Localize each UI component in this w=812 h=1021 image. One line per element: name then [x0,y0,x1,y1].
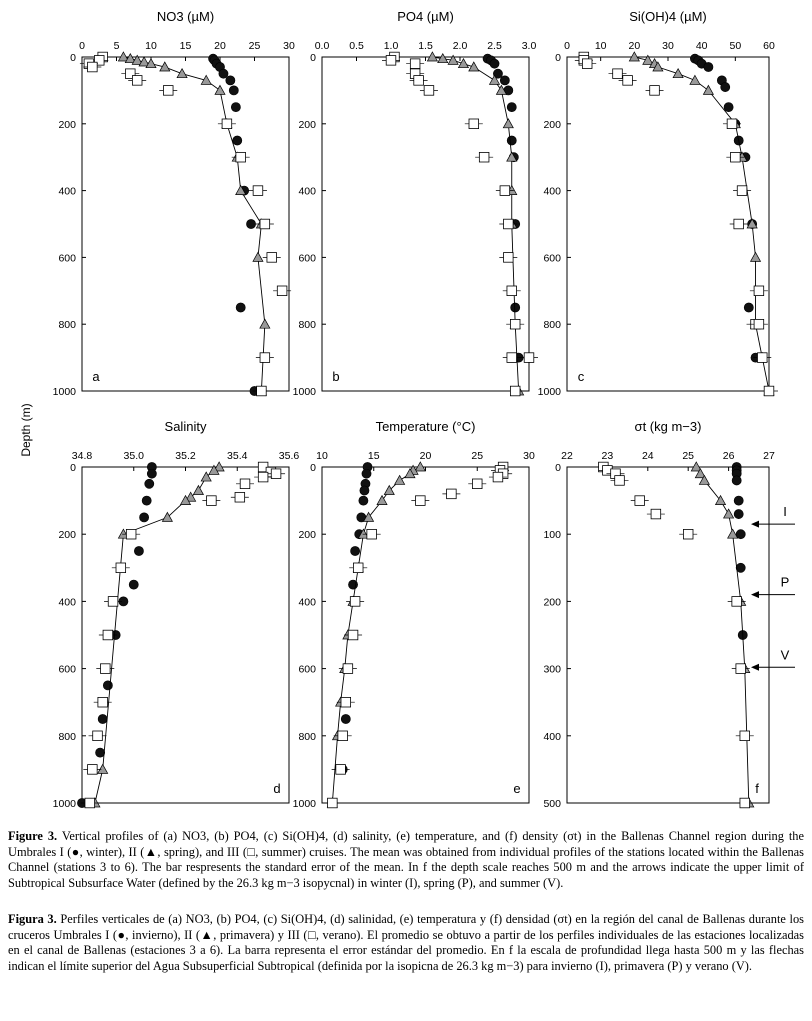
y-tick-label: 600 [58,663,76,676]
point-summer [271,469,281,479]
panel-title: Salinity [164,419,207,434]
plot-frame [322,57,529,391]
point-winter [96,748,105,757]
arrow-label-I: I [783,504,787,520]
point-summer [353,563,363,573]
point-summer [504,253,514,263]
point-winter [360,486,369,495]
point-summer [350,597,360,607]
point-summer [734,219,744,229]
point-winter [229,86,238,95]
point-summer [85,798,95,808]
point-summer [414,76,424,86]
point-summer [88,765,98,775]
point-summer [757,353,767,363]
point-summer [260,219,270,229]
point-summer [100,664,110,674]
x-tick-label: 30 [662,40,674,52]
y-tick-label: 0 [555,52,561,64]
point-winter [246,219,255,228]
panel-e [293,419,535,810]
point-spring [751,252,761,261]
point-winter [233,136,242,145]
panel-letter: f [755,781,759,796]
x-tick-label: 40 [695,40,708,52]
point-spring [673,69,683,78]
x-tick-label: 30 [283,40,295,52]
y-tick-label: 800 [58,730,76,743]
point-winter [103,681,112,690]
point-spring [703,85,713,94]
point-summer [613,69,623,79]
y-tick-label: 1000 [52,386,76,398]
x-tick-label: 50 [729,40,742,52]
x-tick-label: 34.8 [71,450,93,462]
point-winter [226,76,235,85]
y-tick-label: 600 [298,663,316,676]
x-tick-label: 2.0 [452,40,468,52]
panel-title: Temperature (°C) [375,419,476,434]
point-winter [140,513,149,522]
point-winter [507,103,516,112]
point-summer [222,119,232,129]
x-tick-label: 22 [561,450,573,462]
y-tick-label: 0 [310,52,316,64]
point-summer [98,697,108,707]
y-tick-label: 600 [298,252,316,265]
point-winter [134,546,143,555]
point-summer [235,492,245,502]
arrow-label-P: P [780,574,790,590]
point-summer [410,59,420,69]
point-summer [240,479,250,489]
point-summer [754,319,764,329]
point-spring [469,62,479,71]
y-tick-label: 800 [298,730,316,743]
point-summer [740,798,750,808]
panel-letter: b [332,369,340,384]
caption-spanish-text: Perfiles verticales de (a) NO3, (b) PO4, (c) Si(OH)4, (d) salinidad, (e) temperatura y (f) densidad (σt) en la región del canal de Ballenas durante los cruceros Umbrales I (●, invierno), II (▲, primavera) y III (□, verano). El promedio se obtuvo a partir de los perfiles individuales de las estaciones localizadas en el canal de Ballenas (estaciones 3 a 6). La barra representa el error estándar del promedio. En f la escala de profundidad llega hasta 500 m y las flechas indican el límite superior del Agua Subsuperficial Subtropical (definida por la isopicna de 26.3 kg m−3) para invierno (I), primavera (P) y verano (V). [8,912,805,973]
point-summer [754,286,764,296]
point-spring [98,764,108,773]
y-tick-label: 400 [58,596,76,609]
x-tick-label: 20 [419,450,432,462]
point-winter [724,103,733,112]
point-summer [493,472,503,482]
x-tick-label: 60 [763,40,775,52]
point-summer [510,319,520,329]
point-winter [490,59,499,68]
point-summer [764,386,774,396]
point-summer [510,386,520,396]
y-tick-label: 200 [58,118,76,131]
y-tick-label: 0 [555,462,561,474]
x-tick-label: 3.0 [521,40,537,52]
point-winter [142,496,151,505]
point-winter [341,714,350,723]
point-summer [338,731,348,741]
panel-c [538,9,778,398]
point-summer [650,86,660,96]
x-tick-label: 10 [316,450,328,462]
panel-d [53,419,300,810]
caption-spanish [8,912,804,974]
point-summer [116,563,126,573]
point-spring [253,252,263,261]
y-tick-label: 200 [298,118,316,131]
point-summer [253,186,263,196]
arrow-label-V: V [780,647,790,663]
panel-f [543,419,795,810]
y-tick-label: 200 [58,529,76,542]
y-tick-label: 1000 [52,798,76,810]
point-summer [635,496,645,506]
point-summer [126,529,136,539]
point-summer [424,86,434,96]
point-winter [744,303,753,312]
point-summer [524,353,534,363]
point-winter [507,136,516,145]
point-summer [582,59,592,69]
point-summer [277,286,287,296]
point-summer [737,186,747,196]
point-spring [177,69,187,78]
point-summer [341,697,351,707]
panel-b [293,9,538,398]
point-summer [651,509,661,519]
y-tick-label: 200 [543,118,561,131]
y-tick-label: 600 [58,252,76,265]
point-spring [690,75,700,84]
point-summer [267,253,277,263]
point-winter [359,496,368,505]
x-tick-label: 35.0 [123,450,144,462]
y-tick-label: 1000 [292,798,316,810]
point-summer [500,186,510,196]
point-summer [504,219,514,229]
x-tick-label: 1.5 [418,40,433,52]
point-summer [615,476,625,486]
point-spring [193,486,203,495]
point-winter [734,509,743,518]
point-summer [103,630,113,640]
x-tick-label: 2.5 [487,40,502,52]
point-spring [724,509,734,518]
x-tick-label: 15 [367,450,380,462]
arrow-head [751,591,759,598]
y-tick-label: 400 [543,185,561,198]
x-tick-label: 1.0 [383,40,399,52]
y-tick-label: 800 [543,319,561,332]
point-spring [377,496,387,505]
caption-english-label: Figure 3. [8,829,58,843]
panel-letter: e [513,781,521,796]
point-summer [507,286,517,296]
point-spring [201,75,211,84]
caption-spanish-label: Figura 3. [8,912,57,926]
x-tick-label: 15 [179,40,192,52]
caption-english [8,829,804,891]
point-winter [129,580,138,589]
point-summer [207,496,217,506]
y-tick-label: 600 [543,252,561,265]
x-tick-label: 20 [214,40,226,52]
point-winter [362,469,371,478]
point-winter [219,69,228,78]
x-tick-label: 10 [594,40,607,52]
point-spring [503,119,513,128]
point-winter [721,82,730,91]
y-axis-label: Depth (m) [19,403,33,457]
point-summer [257,386,267,396]
panel-title: PO4 (µM) [397,9,454,24]
y-tick-label: 800 [298,319,316,332]
y-tick-label: 200 [543,596,561,609]
point-winter [351,546,360,555]
point-winter [704,62,713,71]
point-summer [740,731,750,741]
point-summer [386,56,396,66]
point-summer [258,472,268,482]
x-tick-label: 0 [564,40,570,52]
y-tick-label: 0 [70,462,76,474]
x-tick-label: 23 [601,450,614,462]
point-summer [507,353,517,363]
point-summer [343,664,353,674]
x-tick-label: 30 [523,450,535,462]
panel-title: σt (kg m−3) [634,419,702,434]
point-winter [732,476,741,485]
y-tick-label: 400 [298,596,316,609]
point-summer [108,597,118,607]
y-tick-label: 400 [298,185,316,198]
point-summer [472,479,482,489]
point-winter [236,303,245,312]
point-summer [93,731,103,741]
caption-english-text: Vertical profiles of (a) NO3, (b) PO4, (c) Si(OH)4, (d) salinity, (e) temperature, and (f) density (σt) in the Ballenas Channel region during the Umbrales I (●, winter), II (▲, spring), and III (□, summer) cruises. The mean was obtained from individual profiles of the stations located within the Ballenas Channel (stations 3 to 6). The bar respresents the standard error of the mean. In f the depth scale reaches 500 m and the arrows indicate the upper limit of Subtropical Subsurface Water (defined by the 26.3 kg m−3 isopycnal) in winter (I), spring (P), and summer (V). [8,829,805,890]
arrow-head [751,664,759,671]
y-tick-label: 500 [543,798,561,810]
x-tick-label: 20 [628,40,641,52]
point-winter [734,496,743,505]
y-tick-label: 400 [58,185,76,198]
point-winter [511,303,520,312]
point-summer [328,798,338,808]
x-tick-label: 25 [248,40,261,52]
panel-title: NO3 (µM) [156,9,215,24]
x-tick-label: 35.2 [175,450,196,462]
y-tick-label: 300 [543,663,561,676]
point-spring [395,475,405,484]
panel-letter: a [92,369,100,384]
x-tick-label: 35.4 [227,450,248,462]
x-tick-label: 0.5 [349,40,364,52]
point-summer [163,86,173,96]
point-summer [623,76,633,86]
point-summer [683,529,693,539]
x-tick-label: 25 [682,450,695,462]
point-summer [731,152,741,162]
arrow-head [751,521,759,528]
y-tick-label: 200 [298,529,316,542]
point-summer [367,529,377,539]
x-tick-label: 10 [145,40,157,52]
point-summer [727,119,737,129]
point-summer [336,765,346,775]
y-tick-label: 0 [310,462,316,474]
point-summer [469,119,479,129]
x-tick-label: 27 [763,450,775,462]
y-tick-label: 0 [70,52,76,64]
y-tick-label: 1000 [292,386,316,398]
point-winter [147,469,156,478]
y-tick-label: 1000 [537,386,561,398]
point-summer [260,353,270,363]
y-tick-label: 100 [543,529,561,542]
point-summer [236,152,246,162]
point-summer [479,152,489,162]
point-summer [447,489,457,499]
point-spring [215,85,225,94]
point-winter [231,103,240,112]
panel-title: Si(OH)4 (µM) [629,9,707,24]
point-spring [260,319,270,328]
point-winter [500,76,509,85]
x-tick-label: 35.6 [278,450,300,462]
panel-letter: c [577,369,585,384]
x-tick-label: 25 [471,450,484,462]
point-winter [145,479,154,488]
x-tick-label: 5 [113,40,120,52]
point-summer [736,664,746,674]
panel-letter: d [273,781,281,796]
x-tick-label: 24 [641,450,654,462]
point-summer [88,62,98,72]
x-tick-label: 0 [79,40,85,52]
y-tick-label: 400 [543,730,561,743]
point-summer [348,630,358,640]
point-summer [732,597,742,607]
x-tick-label: 26 [722,450,735,462]
series-line-spring [123,57,264,391]
point-summer [132,76,142,86]
x-tick-label: 0.0 [314,40,330,52]
panel-a [53,9,295,398]
point-winter [98,714,107,723]
y-tick-label: 800 [58,319,76,332]
point-summer [416,496,426,506]
